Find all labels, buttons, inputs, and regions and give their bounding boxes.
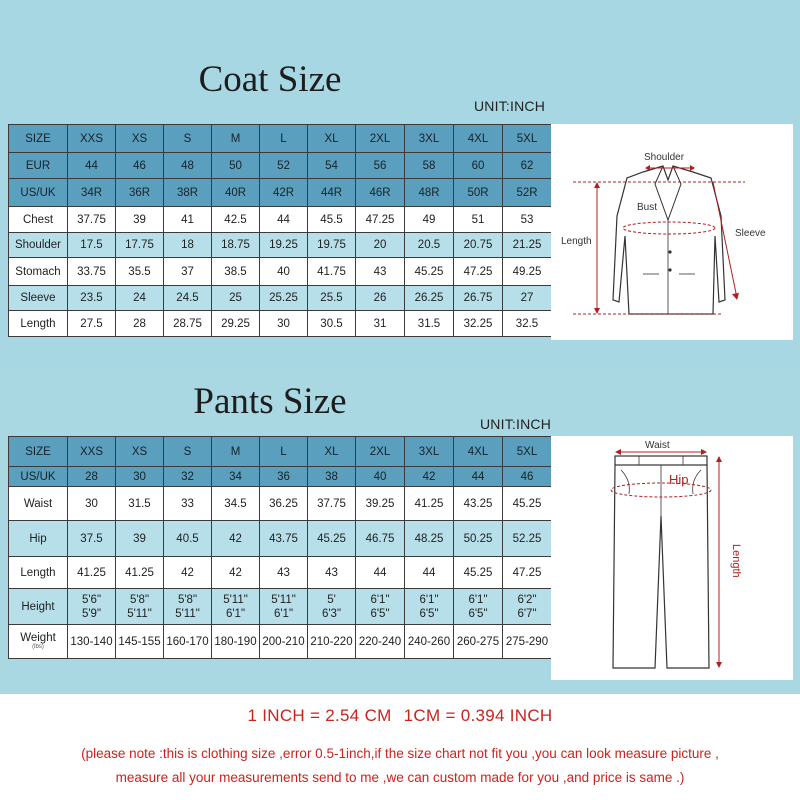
table-cell: 25.25 <box>260 286 308 311</box>
waist-label: Waist <box>645 440 670 451</box>
table-cell: 42 <box>212 557 260 589</box>
table-cell: 21.25 <box>503 233 552 258</box>
table-cell: 4XL <box>454 437 503 467</box>
table-cell: 220-240 <box>356 625 405 659</box>
table-cell: XL <box>308 437 356 467</box>
coat-measurement-diagram <box>551 124 793 340</box>
table-row <box>9 437 552 467</box>
table-cell: 39 <box>116 207 164 233</box>
arrowhead <box>701 449 707 455</box>
note-line-2: measure all your measurements send to me ,we can custom made for you ,and price is same .) <box>115 770 685 785</box>
table-cell: 19.25 <box>260 233 308 258</box>
table-cell <box>212 589 260 625</box>
pants-pocket <box>693 470 701 494</box>
pants-waistband <box>615 456 707 465</box>
table-cell: 2XL <box>356 125 405 153</box>
table-cell: 40.5 <box>164 521 212 557</box>
table-cell: 23.5 <box>68 286 116 311</box>
pants-unit-label: UNIT:INCH <box>480 416 552 432</box>
height-value: 5'6" <box>81 593 102 606</box>
row-label-text: US/UK <box>20 186 56 199</box>
table-cell: 44R <box>308 179 356 207</box>
table-row <box>9 179 552 207</box>
table-cell: 180-190 <box>212 625 260 659</box>
table-row <box>9 557 552 589</box>
table-cell <box>68 589 116 625</box>
table-cell: 52 <box>260 153 308 179</box>
table-cell: XS <box>116 125 164 153</box>
table-cell: L <box>260 437 308 467</box>
table-cell: 44 <box>68 153 116 179</box>
arrowhead <box>594 308 600 314</box>
table-cell: 210-220 <box>308 625 356 659</box>
coat-size-panel <box>0 0 800 366</box>
row-label-text: EUR <box>25 159 51 172</box>
table-row <box>9 233 552 258</box>
table-cell: 58 <box>405 153 454 179</box>
coat-unit-label: UNIT:INCH <box>474 98 546 114</box>
table-cell: 46 <box>503 467 552 487</box>
table-cell: 28.75 <box>164 311 212 337</box>
table-cell: 34.5 <box>212 487 260 521</box>
table-cell: 45.25 <box>405 258 454 286</box>
table-cell: 18.75 <box>212 233 260 258</box>
row-label <box>9 258 68 286</box>
table-cell: 43 <box>308 557 356 589</box>
table-cell: 48R <box>405 179 454 207</box>
pants-size-table <box>8 436 552 659</box>
table-row <box>9 589 552 625</box>
row-label-text: Weight <box>20 632 56 644</box>
row-label <box>9 625 68 659</box>
table-cell: L <box>260 125 308 153</box>
jacket-button <box>668 268 671 271</box>
table-row <box>9 258 552 286</box>
row-label-text: Hip <box>29 532 47 545</box>
table-cell: 31 <box>356 311 405 337</box>
table-cell: 43.25 <box>454 487 503 521</box>
table-cell: 27 <box>503 286 552 311</box>
jacket-button <box>668 250 671 253</box>
row-label <box>9 286 68 311</box>
table-cell: 54 <box>308 153 356 179</box>
table-row <box>9 286 552 311</box>
table-cell: S <box>164 437 212 467</box>
arrowhead <box>594 182 600 188</box>
table-cell: 37.75 <box>308 487 356 521</box>
table-cell: 17.75 <box>116 233 164 258</box>
row-label <box>9 179 68 207</box>
table-cell: 25 <box>212 286 260 311</box>
table-cell <box>116 589 164 625</box>
table-cell: 27.5 <box>68 311 116 337</box>
table-cell: 41.75 <box>308 258 356 286</box>
row-label-text: Stomach <box>15 265 61 278</box>
table-cell: 44 <box>405 557 454 589</box>
table-cell: 5XL <box>503 437 552 467</box>
sleeve-arrow <box>713 182 737 298</box>
table-cell: 240-260 <box>405 625 454 659</box>
table-row <box>9 467 552 487</box>
table-cell: 38 <box>308 467 356 487</box>
table-cell: 19.75 <box>308 233 356 258</box>
row-label-text: US/UK <box>20 470 56 483</box>
table-cell <box>503 589 552 625</box>
table-cell: 3XL <box>405 125 454 153</box>
table-row <box>9 625 552 659</box>
coat-size-title: Coat Size <box>198 59 342 100</box>
table-cell: 50.25 <box>454 521 503 557</box>
table-cell: 20.5 <box>405 233 454 258</box>
table-cell: 51 <box>454 207 503 233</box>
table-cell: 25.5 <box>308 286 356 311</box>
table-cell: 275-290 <box>503 625 552 659</box>
height-value: 5'8" <box>177 593 198 606</box>
table-cell: 52R <box>503 179 552 207</box>
table-cell: 18 <box>164 233 212 258</box>
table-cell: 48 <box>164 153 212 179</box>
table-cell: 33 <box>164 487 212 521</box>
table-cell: 4XL <box>454 125 503 153</box>
table-cell: 26.75 <box>454 286 503 311</box>
table-row <box>9 487 552 521</box>
bust-label: Bust <box>637 202 658 213</box>
row-label <box>9 521 68 557</box>
pants-pocket <box>621 470 629 494</box>
table-cell: 41 <box>164 207 212 233</box>
table-cell: 40R <box>212 179 260 207</box>
table-cell: 30 <box>68 487 116 521</box>
hip-label: Hip <box>669 472 689 487</box>
table-cell: 20.75 <box>454 233 503 258</box>
table-cell: 200-210 <box>260 625 308 659</box>
arrowhead <box>716 662 722 668</box>
height-value: 6'1" <box>419 593 439 606</box>
table-cell <box>260 589 308 625</box>
table-cell: 3XL <box>405 437 454 467</box>
table-cell: XXS <box>68 125 116 153</box>
table-cell: 42R <box>260 179 308 207</box>
table-cell: 42.5 <box>212 207 260 233</box>
height-value: 6'2" <box>517 593 537 606</box>
height-value: 5'11" <box>175 607 200 620</box>
table-cell: 34R <box>68 179 116 207</box>
table-cell: 260-275 <box>454 625 503 659</box>
table-cell: 46R <box>356 179 405 207</box>
height-value: 6'1" <box>468 593 488 606</box>
table-cell: 32.25 <box>454 311 503 337</box>
row-label <box>9 153 68 179</box>
table-row <box>9 125 552 153</box>
table-cell: 42 <box>212 521 260 557</box>
table-cell: 36R <box>116 179 164 207</box>
table-cell: 30 <box>260 311 308 337</box>
height-value: 5'9" <box>81 607 102 620</box>
row-label <box>9 233 68 258</box>
coat-diagram-svg <box>551 124 793 340</box>
row-label-text: Chest <box>22 213 54 226</box>
table-cell: 17.5 <box>68 233 116 258</box>
table-cell <box>454 589 503 625</box>
table-cell: 45.25 <box>308 521 356 557</box>
height-value: 6'5" <box>370 607 390 620</box>
table-cell: XL <box>308 125 356 153</box>
table-cell: 32.5 <box>503 311 552 337</box>
table-cell <box>164 589 212 625</box>
jacket-lapel <box>655 166 681 220</box>
inch-to-cm-text: 1 INCH = 2.54 CM <box>247 706 392 725</box>
table-cell: 36 <box>260 467 308 487</box>
height-value: 6'7" <box>517 607 537 620</box>
table-cell: 29.25 <box>212 311 260 337</box>
table-cell: 45.25 <box>503 487 552 521</box>
table-cell: 41.25 <box>68 557 116 589</box>
height-value: 6'1" <box>370 593 390 606</box>
table-cell: 42 <box>164 557 212 589</box>
row-label <box>9 589 68 625</box>
arrowhead <box>690 165 695 171</box>
table-cell: 37.75 <box>68 207 116 233</box>
arrowhead <box>716 456 722 462</box>
cm-to-inch-text: 1CM = 0.394 INCH <box>403 706 553 725</box>
table-cell: 28 <box>68 467 116 487</box>
table-cell: 38.5 <box>212 258 260 286</box>
table-cell: 47.25 <box>503 557 552 589</box>
table-cell: 160-170 <box>164 625 212 659</box>
table-row <box>9 207 552 233</box>
table-cell: 52.25 <box>503 521 552 557</box>
note-line-1: (please note :this is clothing size ,error 0.5-1inch,if the size chart not fit you ,you can look measure picture , <box>81 746 719 761</box>
table-cell: 26.25 <box>405 286 454 311</box>
table-cell: 37 <box>164 258 212 286</box>
height-value: 6'3" <box>321 607 342 620</box>
table-cell: 20 <box>356 233 405 258</box>
table-cell: 50R <box>454 179 503 207</box>
table-cell: 130-140 <box>68 625 116 659</box>
table-cell: 28 <box>116 311 164 337</box>
table-cell: 60 <box>454 153 503 179</box>
arrowhead <box>732 293 739 300</box>
table-cell: M <box>212 125 260 153</box>
height-value: 6'5" <box>468 607 488 620</box>
table-cell: 33.75 <box>68 258 116 286</box>
row-label-text: Length <box>20 317 56 330</box>
table-cell: 40 <box>260 258 308 286</box>
table-cell: 5XL <box>503 125 552 153</box>
table-cell: 47.25 <box>356 207 405 233</box>
row-label-text: Sleeve <box>20 292 56 304</box>
table-cell: 44 <box>260 207 308 233</box>
pants-measurement-diagram <box>551 436 793 680</box>
height-value: 6'5" <box>419 607 439 620</box>
table-cell: 62 <box>503 153 552 179</box>
table-cell: 2XL <box>356 437 405 467</box>
table-cell: 44 <box>454 467 503 487</box>
row-label <box>9 467 68 487</box>
table-cell: 41.25 <box>116 557 164 589</box>
table-cell: 39 <box>116 521 164 557</box>
row-label <box>9 557 68 589</box>
table-cell: 48.25 <box>405 521 454 557</box>
table-cell: 39.25 <box>356 487 405 521</box>
table-cell: M <box>212 437 260 467</box>
row-label-text: Length <box>20 566 56 579</box>
table-cell: 34 <box>212 467 260 487</box>
height-value: 5'11" <box>223 593 248 606</box>
table-cell: 35.5 <box>116 258 164 286</box>
table-cell: 45.25 <box>454 557 503 589</box>
height-value: 5' <box>327 593 336 606</box>
pants-length-label: Length <box>730 544 742 578</box>
table-cell: 37.5 <box>68 521 116 557</box>
table-cell: 43 <box>260 557 308 589</box>
table-cell: 36.25 <box>260 487 308 521</box>
table-cell: 145-155 <box>116 625 164 659</box>
table-cell: 24 <box>116 286 164 311</box>
table-cell: 53 <box>503 207 552 233</box>
table-row <box>9 521 552 557</box>
table-cell: 49.25 <box>503 258 552 286</box>
table-cell: 31.5 <box>405 311 454 337</box>
table-cell: 47.25 <box>454 258 503 286</box>
height-value: 5'8" <box>129 593 150 606</box>
row-label <box>9 311 68 337</box>
row-label-text: Shoulder <box>14 239 62 251</box>
table-cell: 56 <box>356 153 405 179</box>
table-cell: 30 <box>116 467 164 487</box>
table-cell: 41.25 <box>405 487 454 521</box>
table-cell <box>308 589 356 625</box>
table-cell: S <box>164 125 212 153</box>
row-sublabel: (lbs) <box>32 644 44 650</box>
table-cell: 50 <box>212 153 260 179</box>
table-cell: 42 <box>405 467 454 487</box>
height-value: 6'1" <box>273 607 294 620</box>
row-label-text: SIZE <box>25 132 51 145</box>
table-cell: XXS <box>68 437 116 467</box>
coat-size-table <box>8 124 552 337</box>
table-cell: 24.5 <box>164 286 212 311</box>
arrowhead <box>615 449 621 455</box>
table-cell: 44 <box>356 557 405 589</box>
table-cell: 26 <box>356 286 405 311</box>
pants-size-title: Pants Size <box>193 381 347 422</box>
shoulder-label: Shoulder <box>644 152 685 163</box>
row-label-text: Waist <box>23 497 53 510</box>
row-label <box>9 125 68 153</box>
table-cell: 45.5 <box>308 207 356 233</box>
row-label <box>9 437 68 467</box>
bust-ellipse <box>623 222 715 234</box>
table-cell <box>405 589 454 625</box>
table-cell: 43.75 <box>260 521 308 557</box>
table-cell: XS <box>116 437 164 467</box>
height-value: 5'11" <box>127 607 152 620</box>
row-label <box>9 207 68 233</box>
table-cell: 40 <box>356 467 405 487</box>
table-cell: 30.5 <box>308 311 356 337</box>
height-value: 6'1" <box>225 607 246 620</box>
table-cell: 43 <box>356 258 405 286</box>
table-row <box>9 311 552 337</box>
table-cell: 38R <box>164 179 212 207</box>
row-label-text: SIZE <box>25 445 51 458</box>
table-cell: 49 <box>405 207 454 233</box>
height-value: 5'11" <box>271 593 296 606</box>
conversion-line <box>0 706 800 726</box>
sleeve-label: Sleeve <box>735 228 766 239</box>
table-cell <box>356 589 405 625</box>
row-label-text: Height <box>21 600 55 613</box>
table-cell: 46.75 <box>356 521 405 557</box>
row-label <box>9 487 68 521</box>
table-cell: 32 <box>164 467 212 487</box>
length-label: Length <box>561 236 592 247</box>
table-cell: 31.5 <box>116 487 164 521</box>
table-row <box>9 153 552 179</box>
pants-diagram-svg <box>551 436 793 680</box>
table-cell: 46 <box>116 153 164 179</box>
jacket-outline <box>613 166 725 314</box>
